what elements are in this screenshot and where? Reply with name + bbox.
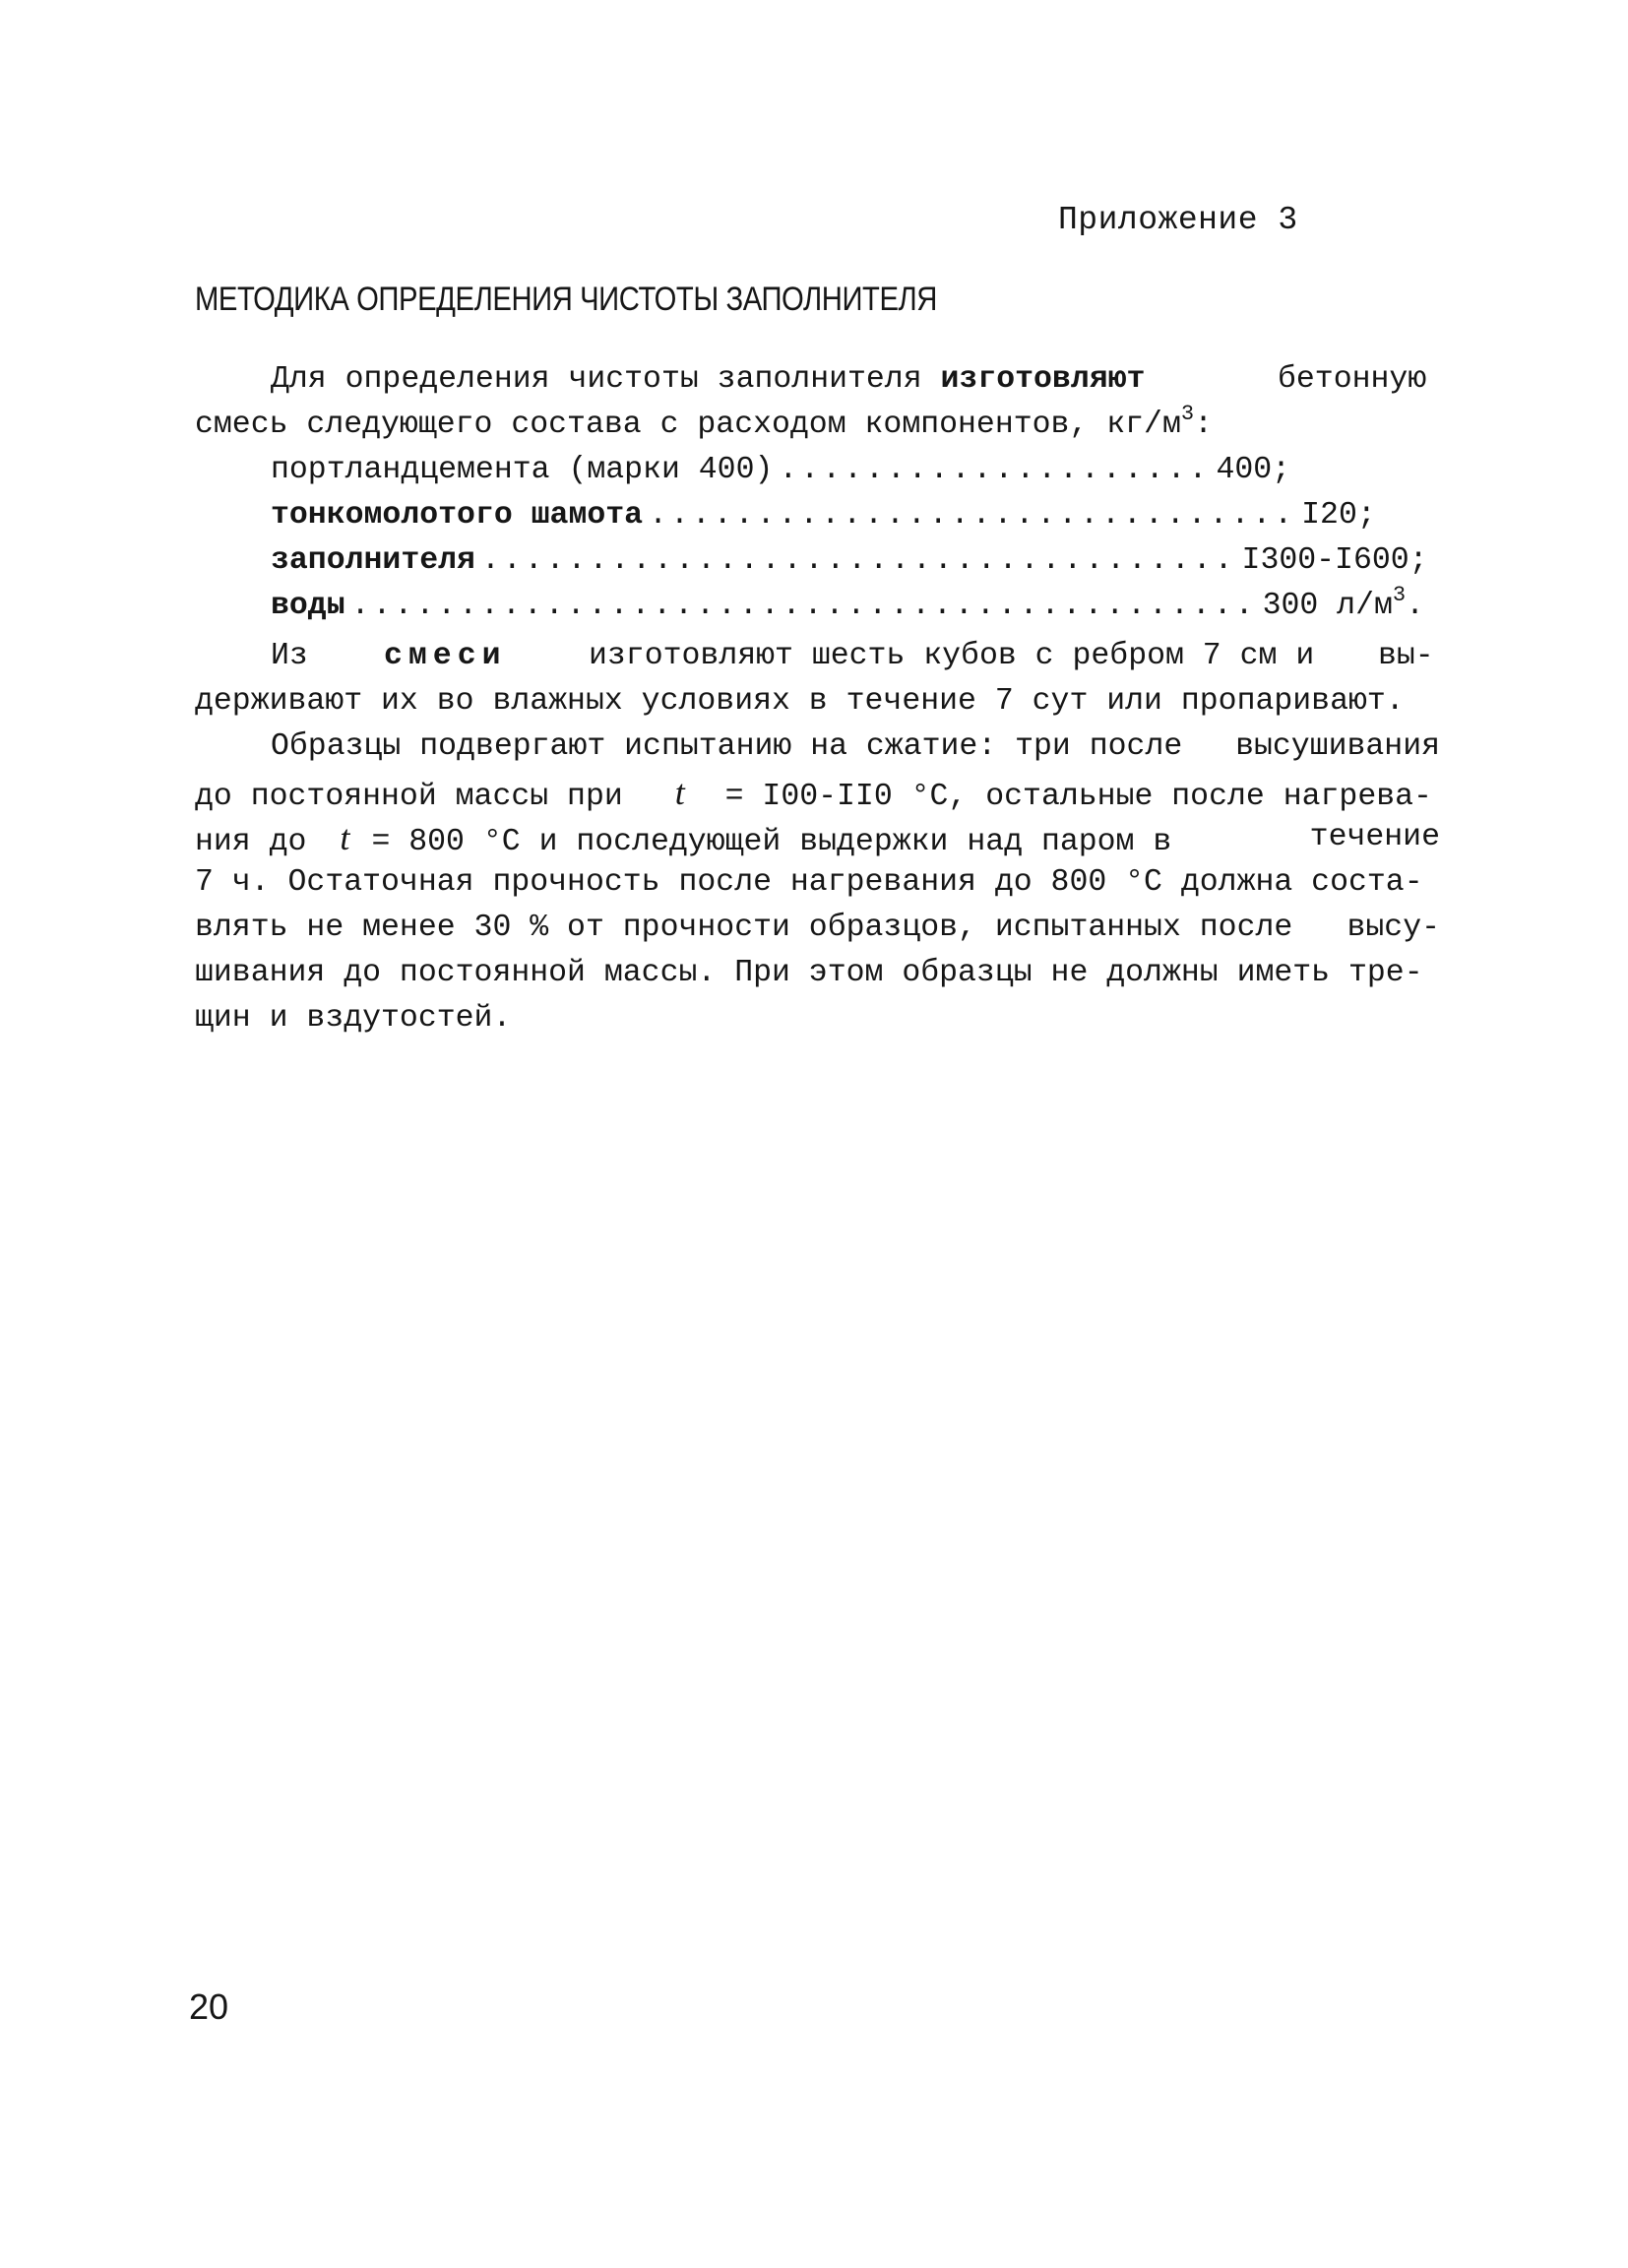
appendix-label: Приложение 3 bbox=[1058, 202, 1298, 238]
component-row-water bbox=[271, 583, 1424, 628]
component-value-end: . bbox=[1406, 589, 1424, 623]
component-value bbox=[1263, 585, 1440, 628]
page-title: МЕТОДИКА ОПРЕДЕЛЕНИЯ ЧИСТОТЫ ЗАПОЛНИТЕЛЯ bbox=[195, 281, 937, 318]
component-row-cement bbox=[271, 449, 1324, 492]
intro-line-1-start: Для определения чистоты заполнителя bbox=[271, 362, 922, 397]
para2-word-1: Из bbox=[271, 639, 308, 673]
leader-dots: .......................................... bbox=[350, 589, 1257, 623]
page-number: 20 bbox=[189, 1986, 229, 2027]
para3-line-4: 7 ч. Остаточная прочность после нагревания до 800 °С должна соста- bbox=[195, 865, 1423, 900]
para3-line-5-text: влять не менее 30 % от прочности образцов, испытанных после bbox=[195, 911, 1293, 945]
component-row-aggregate bbox=[271, 539, 1428, 583]
leader-dots: ................................... bbox=[480, 543, 1236, 578]
para3-line-2 bbox=[195, 771, 1432, 819]
para3-line-7: щин и вздутостей. bbox=[195, 1001, 512, 1036]
para3-line-2-text: до постоянной массы при bbox=[195, 780, 623, 814]
para2-line-1: изготовляют шесть кубов с ребром 7 см и bbox=[589, 639, 1315, 673]
para3-line-3-rest: = 800 °С и последующей выдержки над паром в bbox=[371, 825, 1172, 859]
para2-line-2: держивают их во влажных условиях в течение 7 сут или пропаривают. bbox=[195, 684, 1405, 719]
temperature-symbol: t bbox=[674, 773, 685, 812]
leader-dots: .................... bbox=[779, 453, 1211, 487]
para3-line-1-end: высушивания bbox=[1235, 729, 1440, 764]
intro-line-1 bbox=[271, 358, 1145, 402]
leader-dots: .............................. bbox=[649, 498, 1296, 533]
para3-line-5 bbox=[195, 907, 1440, 950]
temperature-symbol: t bbox=[340, 818, 350, 857]
intro-line-2-sup: 3 bbox=[1180, 402, 1195, 426]
intro-line-2-end: : bbox=[1194, 408, 1213, 442]
component-label: заполнителя bbox=[271, 543, 475, 578]
intro-line-2-text: смесь следующего состава с расходом компонентов, кг/м bbox=[195, 408, 1181, 442]
para3-line-6: шивания до постоянной массы. При этом образцы не должны иметь тре- bbox=[195, 956, 1423, 990]
component-value-text: 300 л/м bbox=[1262, 589, 1393, 623]
para3-line-1 bbox=[271, 725, 1440, 769]
intro-line-1-verb: изготовляют bbox=[940, 362, 1146, 397]
para3-line-3-text: ния до bbox=[195, 825, 307, 859]
component-value: 400; bbox=[1216, 453, 1291, 487]
component-value: I300-I600; bbox=[1241, 543, 1428, 578]
para3-line-3-end: течение bbox=[1309, 820, 1440, 854]
para3-line-1-text: Образцы подвергают испытанию на сжатие: три после bbox=[271, 729, 1183, 764]
para2-line-1-end: вы- bbox=[1378, 639, 1434, 673]
intro-line-2 bbox=[195, 404, 1213, 447]
component-value-sup: 3 bbox=[1392, 583, 1407, 607]
para3-line-5-end: высу- bbox=[1346, 911, 1440, 945]
para3-line-3-group bbox=[195, 816, 1171, 864]
component-row-chamotte bbox=[271, 494, 1376, 537]
intro-line-1-end: бетонную bbox=[1278, 362, 1427, 397]
component-label: портландцемента (марки 400) bbox=[271, 453, 774, 487]
para3-line-3 bbox=[195, 816, 1440, 864]
component-label: воды bbox=[271, 589, 345, 623]
component-value: I20; bbox=[1301, 498, 1376, 533]
component-label: тонкомолотого шамота bbox=[271, 498, 644, 533]
para2-word-2: смеси bbox=[384, 639, 507, 673]
para3-line-2-rest: = I00-II0 °С, остальные после нагрева- bbox=[724, 780, 1432, 814]
